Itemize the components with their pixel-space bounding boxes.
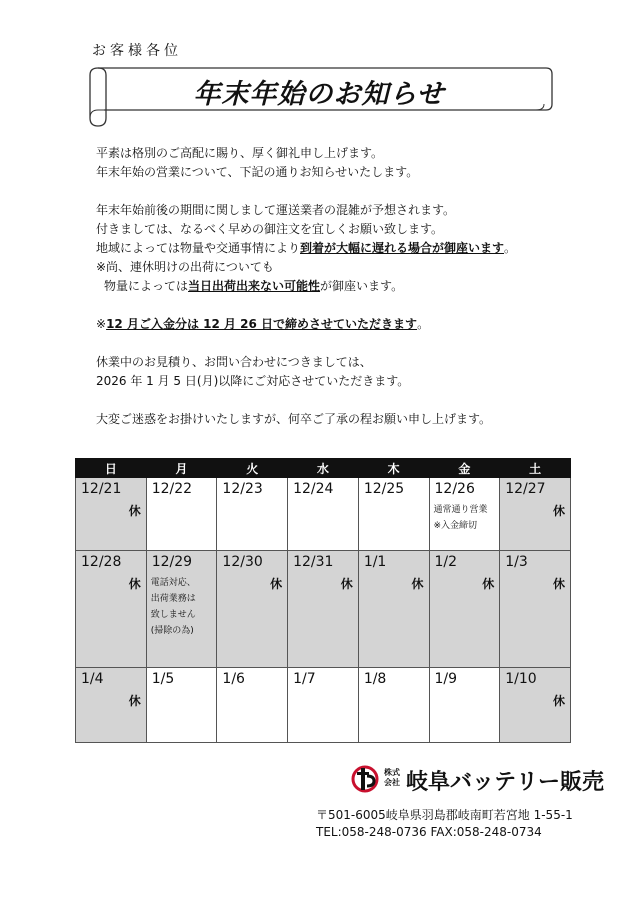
- closed-label: 休: [340, 577, 353, 591]
- calendar-date: 12/31: [293, 554, 334, 570]
- calendar-day-cell: [500, 551, 571, 668]
- company-address: 〒501-6005岐阜県羽島郡岐南町若宮地 1-55-1: [316, 808, 573, 822]
- title-banner: [84, 60, 554, 128]
- closed-label: 休: [128, 577, 141, 591]
- company-contact: TEL:058-248-0736 FAX:058-248-0734: [316, 825, 542, 839]
- emphasis-deadline: 12 月ご入金分は 12 月 26 日で締めさせていただきます: [106, 317, 418, 331]
- calendar-day-cell: [358, 551, 429, 668]
- day-note-line: 通常通り営業: [433, 505, 488, 515]
- calendar-day-cell: [146, 668, 217, 743]
- calendar-date: 1/3: [505, 554, 528, 570]
- text-line: 2026 年 1 月 5 日(月)以降にご対応させていただきます。: [96, 374, 410, 388]
- calendar-date: 12/27: [505, 481, 546, 497]
- text-span: 。: [417, 317, 430, 331]
- day-note-line: (掃除の為): [150, 626, 194, 636]
- closed-label: 休: [411, 577, 424, 591]
- calendar-date: 12/24: [293, 481, 334, 497]
- calendar-day-cell: [146, 551, 217, 668]
- closed-label: 休: [128, 504, 141, 518]
- text-line: [96, 277, 576, 296]
- calendar-date: 1/1: [363, 554, 387, 570]
- emphasis-delay: 到着が大幅に遅れる場合が御座います: [300, 241, 505, 255]
- weekday-thu: 木: [358, 459, 429, 478]
- calendar-date: 1/5: [151, 671, 175, 687]
- calendar-date: 12/30: [222, 554, 263, 570]
- weekday-mon: 月: [146, 459, 217, 478]
- calendar-week-row: [76, 478, 571, 551]
- calendar-week-row: [76, 668, 571, 743]
- notice-body: [96, 144, 576, 429]
- day-note-line: ※入金締切: [433, 521, 478, 531]
- emphasis-shipping: 当日出荷出来ない可能性: [188, 279, 321, 293]
- day-note-line: 出荷業務は: [150, 594, 196, 604]
- closed-label: 休: [482, 577, 495, 591]
- weekday-wed: 水: [288, 459, 359, 478]
- calendar-day-cell: [500, 668, 571, 743]
- text-span: が御座います。: [320, 279, 404, 293]
- calendar-date: 12/28: [81, 554, 122, 570]
- text-span: 。: [504, 241, 517, 255]
- addressee: お客様各位: [92, 43, 182, 59]
- text-line: [96, 315, 576, 334]
- day-note-line: 致しません: [150, 610, 196, 620]
- page-title: 年末年始のお知らせ: [193, 79, 445, 110]
- calendar-date: 1/7: [293, 671, 316, 687]
- calendar-day-cell: [76, 478, 147, 551]
- calendar-day-cell: [429, 551, 500, 668]
- closed-label: 休: [552, 694, 565, 708]
- text-line: 年末年始の営業について、下記の通りお知らせいたします。: [96, 165, 419, 179]
- day-note: [434, 502, 488, 534]
- text-span: ※: [96, 317, 107, 331]
- text-line: 大変ご迷惑をお掛けいたしますが、何卒ご了承の程お願い申し上げます。: [96, 412, 492, 426]
- calendar-day-cell: [358, 668, 429, 743]
- calendar-date: 12/21: [81, 481, 122, 497]
- calendar-date: 1/4: [81, 671, 104, 687]
- calendar-day-cell: [429, 668, 500, 743]
- day-note-line: 電話対応、: [150, 578, 196, 588]
- text-line: 休業中のお見積り、お問い合わせにつきましては、: [96, 355, 372, 369]
- holiday-calendar: [75, 458, 571, 743]
- closed-label: 休: [270, 577, 283, 591]
- text-line: 年末年始前後の期間に関しまして運送業者の混雑が予想されます。: [96, 203, 456, 217]
- calendar-day-cell: [358, 478, 429, 551]
- closed-label: 休: [552, 504, 565, 518]
- calendar-day-cell: [288, 668, 359, 743]
- closed-label: 休: [552, 577, 565, 591]
- weekday-sun: 日: [76, 459, 147, 478]
- company-type-label: 株式会社: [384, 768, 400, 787]
- weekday-fri: 金: [429, 459, 500, 478]
- calendar-day-cell: [429, 478, 500, 551]
- text-line: 付きましては、なるべく早めの御注文を宜しくお願い致します。: [96, 222, 444, 236]
- calendar-date: 1/2: [434, 554, 458, 570]
- company-name: 岐阜バッテリー販売: [406, 770, 605, 795]
- calendar-day-cell: [217, 668, 288, 743]
- calendar-date: 12/26: [434, 481, 475, 497]
- calendar-date: 1/9: [434, 671, 458, 687]
- closed-label: 休: [128, 694, 141, 708]
- weekday-tue: 火: [217, 459, 288, 478]
- weekday-header-row: [76, 459, 571, 478]
- text-line: ※尚、連休明けの出荷についても: [96, 260, 274, 274]
- company-block: [350, 764, 605, 795]
- text-line: 平素は格別のご高配に賜り、厚く御礼申し上げます。: [96, 146, 384, 160]
- calendar-date: 12/23: [222, 481, 263, 497]
- calendar-day-cell: [146, 478, 217, 551]
- text-line: [96, 239, 576, 258]
- calendar-date: 1/10: [505, 671, 537, 687]
- calendar-week-row: [76, 551, 571, 668]
- calendar-day-cell: [288, 478, 359, 551]
- calendar-date: 12/25: [363, 481, 405, 497]
- company-logo-icon: [350, 764, 382, 794]
- day-note: [151, 575, 196, 639]
- calendar-day-cell: [217, 551, 288, 668]
- calendar-day-cell: [288, 551, 359, 668]
- text-span: 地域によっては物量や交通事情により: [96, 241, 301, 255]
- calendar-date: 12/29: [151, 554, 193, 570]
- calendar-day-cell: [217, 478, 288, 551]
- calendar-date: 1/6: [222, 671, 245, 687]
- weekday-sat: 土: [500, 459, 571, 478]
- calendar-day-cell: [76, 668, 147, 743]
- calendar-day-cell: [76, 551, 147, 668]
- text-span: 物量によっては: [104, 279, 189, 293]
- calendar-date: 1/8: [363, 671, 387, 687]
- calendar-date: 12/22: [151, 481, 193, 497]
- calendar-day-cell: [500, 478, 571, 551]
